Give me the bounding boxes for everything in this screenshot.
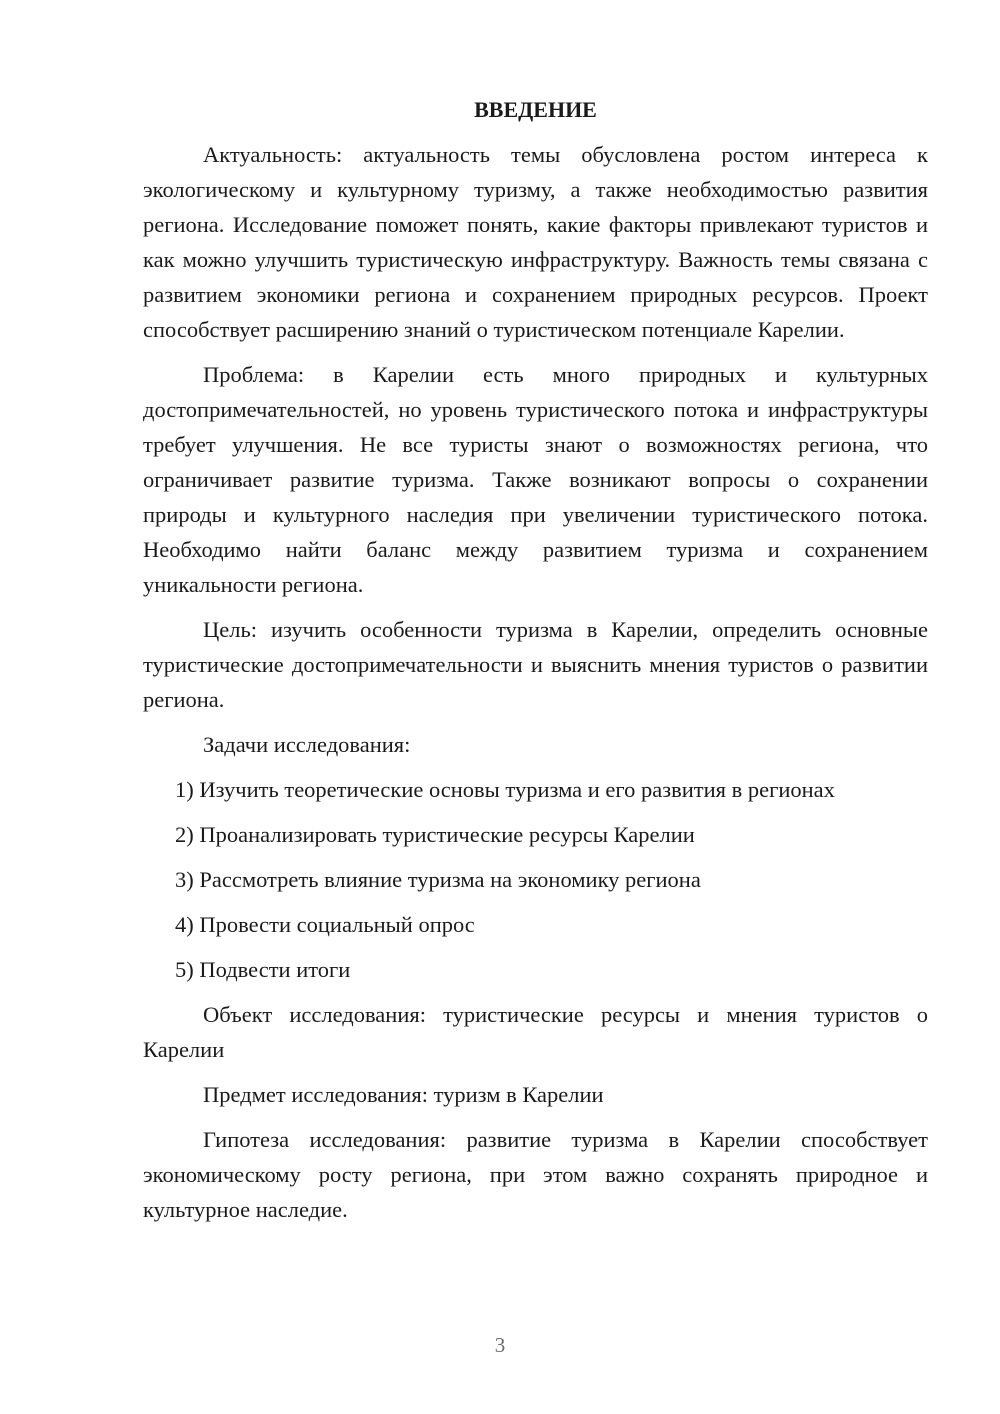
task-item: 1) Изучить теоретические основы туризма и его развития в регионах: [175, 777, 835, 802]
task-item: 4) Провести социальный опрос: [175, 912, 475, 937]
section-title: ВВЕДЕНИЕ: [474, 97, 597, 122]
hypothesis-paragraph: Гипотеза исследования: развитие туризма в Карелии способствует экономическому росту региона, при этом важно сохранять природное и культурное наследие.: [143, 1127, 928, 1222]
task-item: 5) Подвести итоги: [175, 957, 351, 982]
relevance-paragraph: Актуальность: актуальность темы обусловлена ростом интереса к экологическому и культурному туризму, а также необходимостью развития региона. Исследование поможет понять, какие факторы привлекают туристов и как можно улучшить туристическую инфраструктуру. Важность темы связана с развитием экономики региона и сохранением природных ресурсов. Проект способствует расширению знаний о туристическом потенциале Карелии.: [143, 142, 928, 342]
page-number: 3: [494, 1333, 506, 1357]
subject-paragraph: Предмет исследования: туризм в Карелии: [203, 1082, 604, 1107]
task-item: 3) Рассмотреть влияние туризма на экономику региона: [175, 867, 701, 892]
tasks-heading: Задачи исследования:: [203, 732, 411, 757]
task-item: 2) Проанализировать туристические ресурсы Карелии: [175, 822, 695, 847]
object-paragraph: Объект исследования: туристические ресурсы и мнения туристов о Карелии: [143, 1002, 928, 1062]
problem-paragraph: Проблема: в Карелии есть много природных и культурных достопримечательностей, но уровень туристического потока и инфраструктуры требует улучшения. Не все туристы знают о возможностях региона, что ограничивает развитие туризма. Также возникают вопросы о сохранении природы и культурного наследия при увеличении туристического потока. Необходимо найти баланс между развитием туризма и сохранением уникальности региона.: [143, 362, 928, 597]
document-page: [143, 92, 928, 1237]
goal-paragraph: Цель: изучить особенности туризма в Карелии, определить основные туристические достопримечательности и выяснить мнения туристов о развитии региона.: [143, 617, 928, 712]
tasks-list: [143, 772, 928, 987]
